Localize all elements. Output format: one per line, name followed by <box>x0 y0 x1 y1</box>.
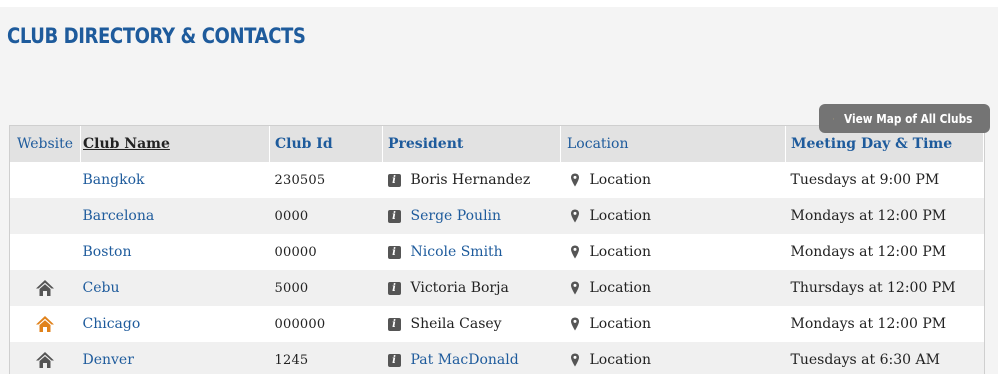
meeting-day-time: Mondays at 12:00 PM <box>790 208 947 224</box>
club-id-value: 0000 <box>274 209 309 224</box>
president-name: Sheila Casey <box>410 316 502 332</box>
contact-info-icon[interactable]: i <box>388 282 401 295</box>
location-label: Location <box>589 352 651 368</box>
home-icon[interactable] <box>35 351 55 369</box>
club-id-cell <box>270 162 383 198</box>
club-name-link[interactable]: Bangkok <box>82 172 145 188</box>
contact-info-icon[interactable]: i <box>388 354 401 367</box>
table-row <box>10 306 984 342</box>
top-strip <box>0 0 998 7</box>
president-cell <box>383 198 561 234</box>
website-cell <box>10 162 81 198</box>
president-name: Victoria Borja <box>410 280 509 296</box>
president-name[interactable]: Serge Poulin <box>410 208 502 224</box>
meeting-cell <box>786 306 984 342</box>
club-name-link[interactable]: Barcelona <box>82 208 155 224</box>
table-row <box>10 270 984 306</box>
meeting-day-time: Tuesdays at 9:00 PM <box>790 172 940 188</box>
club-id-cell <box>270 342 383 374</box>
location-cell[interactable] <box>561 234 786 270</box>
club-table <box>10 126 984 374</box>
website-cell <box>10 234 81 270</box>
location-label: Location <box>589 316 651 332</box>
club-name-link[interactable]: Cebu <box>82 280 120 296</box>
header-president[interactable]: President <box>383 126 561 162</box>
table-row <box>10 234 984 270</box>
location-pin-icon <box>570 317 580 331</box>
header-website: Website <box>10 126 81 162</box>
location-pin-icon <box>570 281 580 295</box>
club-id-cell <box>270 270 383 306</box>
president-cell <box>383 342 561 374</box>
meeting-cell <box>786 234 984 270</box>
contact-info-icon[interactable]: i <box>388 246 401 259</box>
president-cell <box>383 162 561 198</box>
location-label: Location <box>589 172 651 188</box>
website-cell[interactable] <box>10 342 81 374</box>
club-name-link[interactable]: Chicago <box>82 316 141 332</box>
header-club-id[interactable]: Club Id <box>270 126 383 162</box>
club-name-cell <box>81 342 270 374</box>
club-id-cell <box>270 306 383 342</box>
header-club-name[interactable]: Club Name <box>81 126 270 162</box>
table-row <box>10 162 984 198</box>
club-id-value: 230505 <box>274 173 326 188</box>
meeting-day-time: Mondays at 12:00 PM <box>790 244 947 260</box>
club-id-value: 00000 <box>274 245 317 260</box>
president-cell <box>383 234 561 270</box>
club-name-cell <box>81 162 270 198</box>
president-name: Boris Hernandez <box>410 172 531 188</box>
website-cell[interactable] <box>10 270 81 306</box>
meeting-day-time: Tuesdays at 6:30 AM <box>790 352 940 368</box>
club-name-cell <box>81 234 270 270</box>
table-row <box>10 198 984 234</box>
website-cell[interactable] <box>10 306 81 342</box>
contact-info-icon[interactable]: i <box>388 210 401 223</box>
home-icon[interactable] <box>35 315 55 333</box>
location-pin-icon <box>570 209 580 223</box>
club-table-container <box>9 125 985 374</box>
location-pin-icon <box>570 353 580 367</box>
header-location: Location <box>561 126 786 162</box>
location-label: Location <box>589 280 651 296</box>
location-pin-icon <box>570 173 580 187</box>
president-cell <box>383 306 561 342</box>
location-cell[interactable] <box>561 162 786 198</box>
club-id-value: 000000 <box>274 317 326 332</box>
contact-info-icon[interactable]: i <box>388 318 401 331</box>
view-map-button-label: View Map of All Clubs <box>844 111 973 126</box>
location-cell[interactable] <box>561 270 786 306</box>
club-id-value: 1245 <box>274 353 309 368</box>
club-id-cell <box>270 198 383 234</box>
page-title: CLUB DIRECTORY & CONTACTS <box>7 24 306 48</box>
table-row <box>10 342 984 374</box>
view-map-button[interactable] <box>819 104 990 133</box>
meeting-cell <box>786 342 984 374</box>
club-id-cell <box>270 234 383 270</box>
meeting-cell <box>786 198 984 234</box>
club-name-cell <box>81 270 270 306</box>
meeting-cell <box>786 162 984 198</box>
club-name-link[interactable]: Boston <box>82 244 132 260</box>
president-cell <box>383 270 561 306</box>
club-name-cell <box>81 306 270 342</box>
president-name[interactable]: Nicole Smith <box>410 244 503 260</box>
header-meeting-day-time[interactable]: Meeting Day & Time <box>786 126 984 162</box>
meeting-day-time: Mondays at 12:00 PM <box>790 316 947 332</box>
home-icon[interactable] <box>35 279 55 297</box>
location-cell[interactable] <box>561 306 786 342</box>
president-name[interactable]: Pat MacDonald <box>410 352 519 368</box>
club-name-cell <box>81 198 270 234</box>
location-cell[interactable] <box>561 198 786 234</box>
location-label: Location <box>589 208 651 224</box>
meeting-day-time: Thursdays at 12:00 PM <box>790 280 956 296</box>
map-pin-icon <box>833 110 834 128</box>
contact-info-icon[interactable]: i <box>388 174 401 187</box>
club-name-link[interactable]: Denver <box>82 352 134 368</box>
location-cell[interactable] <box>561 342 786 374</box>
meeting-cell <box>786 270 984 306</box>
club-id-value: 5000 <box>274 281 309 296</box>
website-cell <box>10 198 81 234</box>
location-label: Location <box>589 244 651 260</box>
location-pin-icon <box>570 245 580 259</box>
